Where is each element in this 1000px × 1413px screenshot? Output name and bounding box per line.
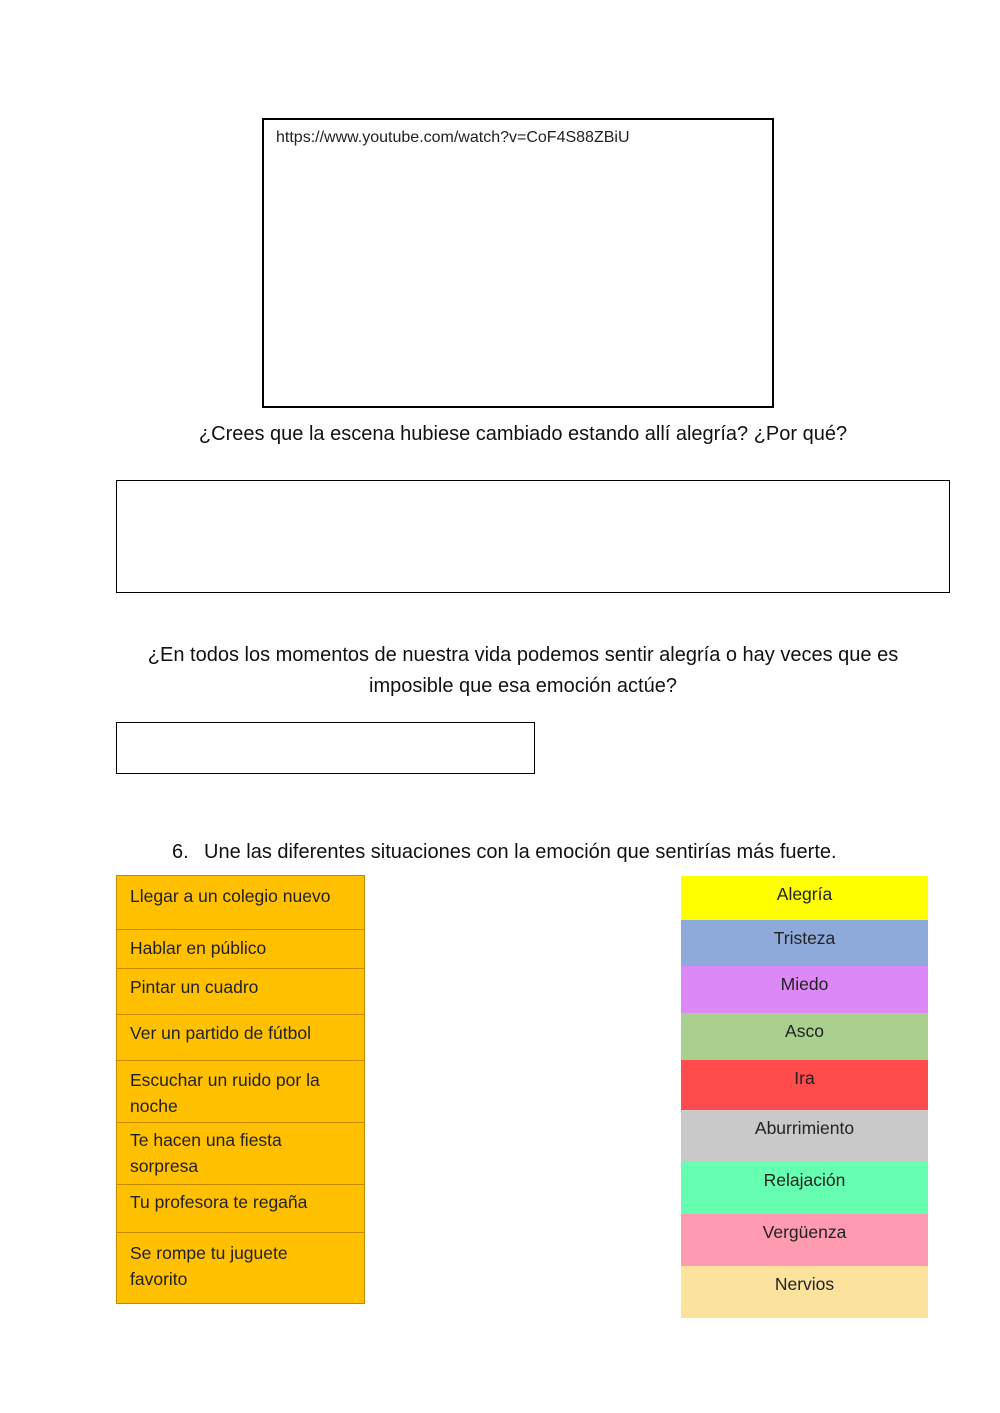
- emotion-label: Alegría: [776, 884, 833, 904]
- emotion-item[interactable]: [681, 920, 928, 966]
- exercise-instruction: [172, 841, 837, 864]
- video-link-box: [262, 118, 774, 408]
- answer-box-1[interactable]: [116, 480, 950, 593]
- emotion-label: Tristeza: [773, 928, 836, 948]
- emotion-item[interactable]: [681, 1013, 928, 1060]
- situation-label: Tu profesora te regaña: [130, 1192, 308, 1212]
- situation-label: Escuchar un ruido por la: [130, 1070, 320, 1090]
- emotion-label: Vergüenza: [762, 1222, 847, 1242]
- emotion-item[interactable]: [681, 1162, 928, 1214]
- emotion-item[interactable]: [681, 1110, 928, 1162]
- situation-item[interactable]: [117, 1015, 364, 1061]
- situations-column: [116, 875, 365, 1304]
- emotion-item[interactable]: [681, 966, 928, 1013]
- situation-label: Pintar un cuadro: [130, 977, 259, 997]
- exercise-instruction-text: Une las diferentes situaciones con la emoción que sentirías más fuerte.: [204, 841, 837, 863]
- situation-label: Ver un partido de fútbol: [130, 1023, 311, 1043]
- video-url[interactable]: https://www.youtube.com/watch?v=CoF4S88ZBiU: [276, 129, 630, 146]
- question-1: ¿Crees que la escena hubiese cambiado estando allí alegría? ¿Por qué?: [198, 423, 848, 445]
- situation-label-cont: noche: [130, 1096, 178, 1116]
- situation-item[interactable]: [117, 1233, 364, 1303]
- emotion-item[interactable]: [681, 1060, 928, 1110]
- answer-box-2[interactable]: [116, 722, 535, 774]
- emotion-label: Asco: [785, 1021, 824, 1041]
- emotion-label: Miedo: [780, 974, 829, 994]
- exercise-number: 6.: [172, 841, 189, 863]
- question-2-line-1: ¿En todos los momentos de nuestra vida podemos sentir alegría o hay veces que es: [147, 644, 899, 666]
- situation-label: Hablar en público: [130, 938, 267, 958]
- emotion-label: Aburrimiento: [754, 1118, 855, 1138]
- situation-label-cont: sorpresa: [130, 1156, 199, 1176]
- emotion-label: Relajación: [763, 1170, 846, 1190]
- situation-item[interactable]: [117, 930, 364, 969]
- situation-item[interactable]: [117, 876, 364, 930]
- situation-item[interactable]: [117, 1061, 364, 1123]
- situation-item[interactable]: [117, 969, 364, 1015]
- situation-label: Llegar a un colegio nuevo: [130, 886, 331, 906]
- emotion-label: Ira: [794, 1068, 815, 1088]
- question-2: [110, 640, 936, 702]
- situation-item[interactable]: [117, 1185, 364, 1233]
- emotion-item[interactable]: [681, 876, 928, 920]
- emotion-label: Nervios: [774, 1274, 835, 1294]
- situation-label: Se rompe tu juguete: [130, 1243, 288, 1263]
- situation-label: Te hacen una fiesta: [130, 1130, 282, 1150]
- situation-label-cont: favorito: [130, 1269, 188, 1289]
- situation-item[interactable]: [117, 1123, 364, 1185]
- emotion-item[interactable]: [681, 1214, 928, 1266]
- question-2-line-2: imposible que esa emoción actúe?: [369, 675, 677, 697]
- emotion-item[interactable]: [681, 1266, 928, 1318]
